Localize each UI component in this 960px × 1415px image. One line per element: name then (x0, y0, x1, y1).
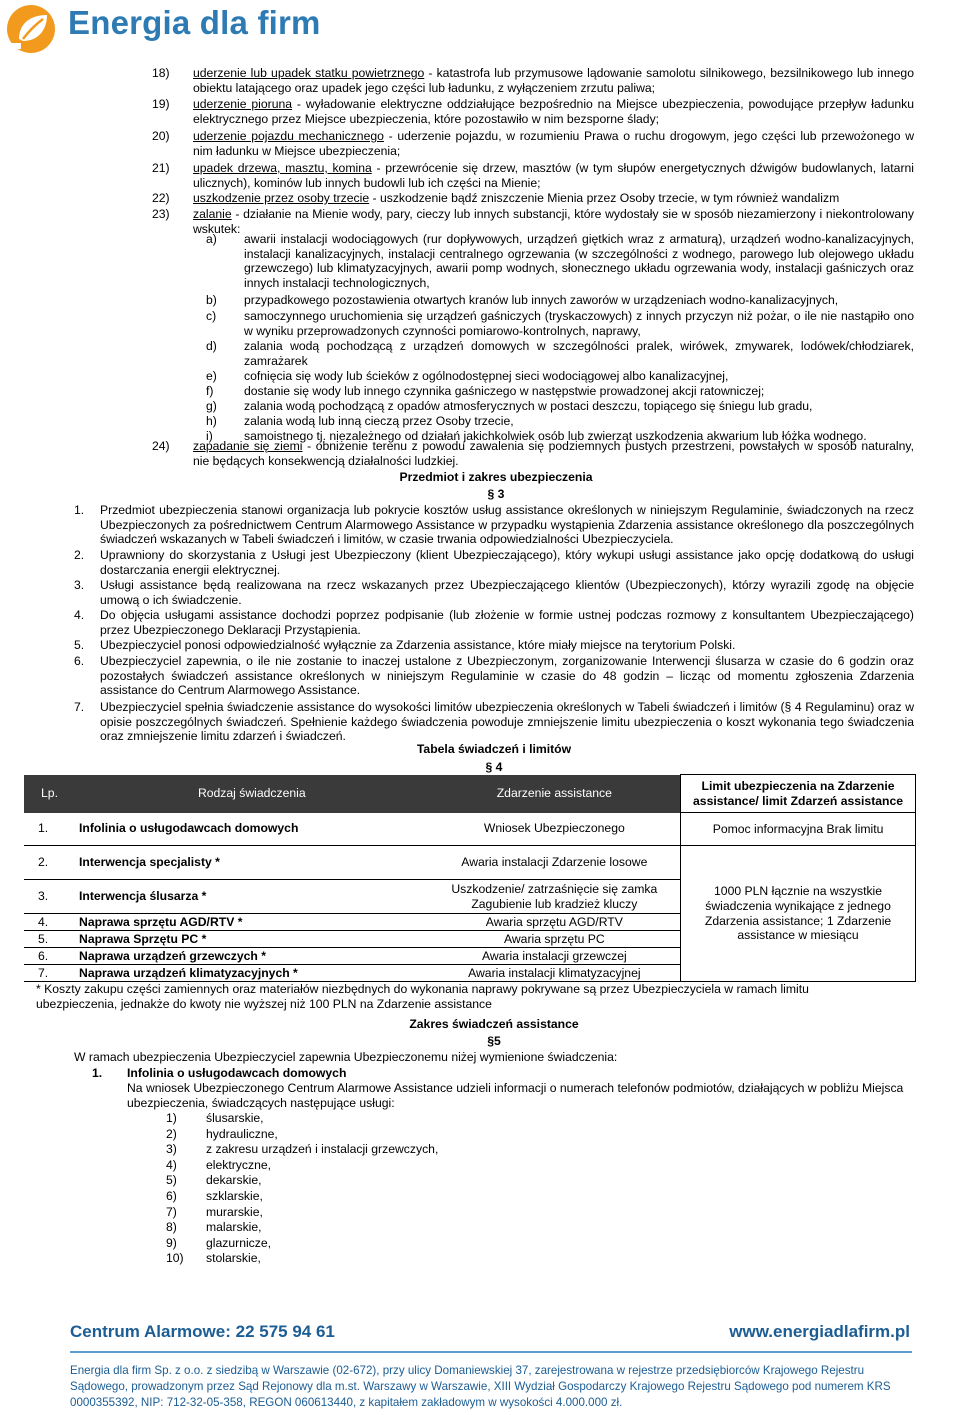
list-item: 2. Uprawniony do skorzystania z Usługi jest Ubezpieczony (klient Ubezpieczającego), który wykupi usługi assistance jako opcję dodatkową do usługi dostarczania energii elektrycznej. (74, 548, 914, 577)
list-item: 8) malarskie, (166, 1220, 262, 1235)
service-item-text: Na wniosek Ubezpieczonego Centrum Alarmowe Assistance udzieli informacji o numerach telefonów podmiotów, działających w pobliżu Miejsca ubezpieczenia, świadczących następujące usługi: (127, 1081, 904, 1111)
list-item: 4) elektryczne, (166, 1157, 272, 1172)
table-row: 4. Naprawa sprzętu AGD/RTV * Awaria sprzętu AGD/RTV (24, 914, 916, 931)
definition-item: 21) upadek drzewa, masztu, komina - przewrócenie się drzew, masztów (w tym słupów energetycznych dźwigów budowlanych, latarni ulicznych), kominów lub innych budowli lub ich części na Mienie; (152, 161, 915, 190)
definition-item: 24) zapadanie się ziemi - obniżenie terenu z powodu zawalenia się podziemnych pustych przestrzeni, powstałych w sposób naturalny, nie będących konsekwencją działalności ludzkiej. (152, 439, 914, 468)
definition-term: upadek drzewa, masztu, komina (193, 161, 372, 175)
list-item: d) zalania wodą pochodzącą z urządzeń domowych w szczególności pralek, wirówek, zmywarek, lodówek/chłodziarek, zamrażarek (206, 339, 914, 368)
paragraph-number: § 3 (487, 487, 505, 501)
table-row: 2. Interwencja specjalisty * Awaria instalacji Zdarzenie losowe 1000 PLN łącznie na wszystkie świadczenia wynikające z jednego Zdarzenia assistance; 1 Zdarzenie assistance w miesiącu (24, 846, 916, 880)
website-link[interactable]: www.energiadlafirm.pl (729, 1322, 910, 1341)
definition-term: uderzenie pojazdu mechanicznego (193, 129, 384, 143)
list-item: 6) szklarskie, (166, 1188, 263, 1203)
table-row: 5. Naprawa Sprzętu PC * Awaria sprzętu PC (24, 931, 916, 948)
column-header-lp: Lp. (24, 775, 75, 813)
brand-name: Energia dla firm (68, 4, 321, 41)
page-footer (0, 1305, 960, 1415)
table-header-row (24, 775, 916, 813)
table-row: 1. Infolinia o usługodawcach domowych Wniosek Ubezpieczonego Pomoc informacyjna Brak limitu (24, 813, 916, 846)
definition-item: 22) uszkodzenie przez osoby trzecie - uszkodzenie bądź zniszczenie Mienia przez Osoby trzecie, w tym również wandalizm (152, 191, 840, 205)
table-row: 3. Interwencja ślusarza * Uszkodzenie/ zatrzaśnięcie się zamka Zagubienie lub kradzież kluczy (24, 880, 916, 914)
page-header (0, 0, 960, 60)
list-item: h) zalania wodą lub inną cieczą przez Osoby trzecie, (206, 414, 514, 428)
list-item: 2) hydrauliczne, (166, 1126, 278, 1141)
service-item-number: 1. (92, 1066, 103, 1080)
list-item: f) dostanie się wody lub innego czynnika gaśniczego w następstwie prowadzonej akcji ratowniczej; (206, 384, 765, 398)
definition-item: 18) uderzenie lub upadek statku powietrznego - katastrofa lub przymusowe lądowanie samolotu silnikowego, bezsilnikowego lub innego obiektu latającego oraz upadek jego części lub ładunku, z wyłączeniem zrzutu paliwa; (152, 66, 914, 95)
definition-term: uszkodzenie przez osoby trzecie (193, 191, 370, 205)
list-item: 3) z zakresu urządzeń i instalacji grzewczych, (166, 1142, 439, 1157)
list-item: 3. Usługi assistance będą realizowana na rzecz wskazanych przez Ubezpieczającego klientów (Ubezpieczonych), którzy wyrazili zgodę na objęcie umową o ich świadczenie. (74, 578, 914, 607)
list-item: e) cofnięcia się wody lub ścieków z ogólnodostępnej sieci wodociągowej albo kanalizacyjnej, (206, 369, 729, 383)
list-item: 5) dekarskie, (166, 1173, 262, 1188)
list-item: 10) stolarskie, (166, 1251, 261, 1266)
section3-list (74, 503, 914, 744)
column-header-event: Zdarzenie assistance (429, 775, 681, 813)
definition-item: 19) uderzenie pioruna - wyładowanie elektryczne oddziałujące bezpośrednio na Miejsce ubezpieczenia, powodujące przepływ ładunku elektrycznego przez Miejsce ubezpieczenia, które pozostawiło w nim bezsporne ślady; (152, 97, 915, 126)
shared-limit-cell: 1000 PLN łącznie na wszystkie świadczenia wynikające z jednego Zdarzenia assistance; 1 Zdarzenie assistance w miesiącu (681, 846, 916, 982)
definition-item: 20) uderzenie pojazdu mechanicznego - uderzenie pojazdu, w rozumieniu Prawa o ruchu drogowym, jego części lub przewożonego w nim ładunku w Miejsce ubezpieczenia; (152, 129, 914, 158)
section5-intro: W ramach ubezpieczenia Ubezpieczyciel zapewnia Ubezpieczonemu niżej wymienione świadczenia: (74, 1050, 618, 1064)
zalanie-sublist (206, 232, 914, 444)
definition-term: zalanie (193, 207, 232, 221)
list-item: 1. Przedmiot ubezpieczenia stanowi organizacja lub pokrycie kosztów usług assistance określonych w niniejszym Regulaminie, świadczonych na rzecz Ubezpieczonych za pośrednictwem Centrum Alarmowego Assistance w przypadku wystąpienia Zdarzenia assistance określonego dla poszczególnych świadczeń wskazanych w Tabeli świadczeń i limitów, w czasie trwania odpowiedzialności Ubezpieczyciela. (74, 503, 914, 547)
energy-leaf-logo-icon (5, 3, 61, 55)
list-item: 5. Ubezpieczyciel ponosi odpowiedzialność wyłącznie za Zdarzenia assistance, które miały miejsce na terytorium Polski. (74, 638, 736, 652)
company-legal-info: Energia dla firm Sp. z o.o. z siedzibą w Warszawie (02-672), przy ulicy Domaniewskiej 37, zarejestrowana w rejestrze przedsiębiorców Krajowego Rejestru Sądowego, prowadzonym przez Sąd Rejonowy dla m.st. Warszawy w Warszawie, XIII Wydział Gospodarczy Krajowego Rejestru Sądowego pod numerem KRS 0000355392, NIP: 712-32-05-358, REGON 060613440, z kapitałem zakładowym w wysokości 4.000.000 zł. (70, 1364, 891, 1409)
section-title: Tabela świadczeń i limitów (416, 742, 572, 756)
list-item: 7) murarskie, (166, 1204, 263, 1219)
footer-divider (70, 1351, 912, 1353)
paragraph-number: § 4 (485, 760, 503, 774)
table-footnote: * Koszty zakupu części zamiennych oraz materiałów niezbędnych do wykonania naprawy pokrywane są przez Ubezpieczyciela w ramach limitu ubezpieczenia, jednakże do kwoty nie wyższej niż 100 PLN na Zdarzenie assistance (36, 982, 809, 1012)
limit-cell: Pomoc informacyjna Brak limitu (681, 813, 916, 846)
definition-item: 23) zalanie - działanie na Mienie wody, pary, cieczy lub innych substancji, które wydostały sie w sposób niezamierzony i niekontrolowany wskutek: (152, 207, 914, 236)
list-item: 6. Ubezpieczyciel zapewnia, o ile nie zostanie to inaczej ustalone z Ubezpieczonym, zorganizowanie Interwencji ślusarza w czasie do 6 godzin oraz pozostałych świadczeń assistance określonych w niniejszym Regulaminie w czasie do 48 godzin – licząc od momentu zgłoszenia Zdarzenia assistance do Centrum Alarmowego Assistance. (74, 654, 914, 698)
definitions-list (152, 66, 914, 237)
list-item: 9) glazurnicze, (166, 1235, 272, 1250)
list-item: 1) ślusarskie, (166, 1111, 264, 1125)
alarm-center-phone: Centrum Alarmowe: 22 575 94 61 (70, 1322, 335, 1341)
list-item: g) zalania wodą pochodzącą z opadów atmosferycznych w postaci deszczu, topiącego się śniegu lub gradu, (206, 399, 813, 413)
list-item: a) awarii instalacji wodociągowych (rur dopływowych, urządzeń giętkich wraz z armaturą), urządzeń wodno-kanalizacyjnych, instalacji kanalizacyjnych, instalacji centralnego ogrzewania (w szczególności z wodnego, parowego lub olejowego układu grzewczego) lub klimatyzacyjnych, awarii pomp wodnych, słonecznego układu ogrzewania wody, instalacji gaśniczych oraz innych instalacji technologicznych, (206, 232, 914, 290)
paragraph-number: §5 (487, 1034, 501, 1048)
section-title: Przedmiot i zakres ubezpieczenia (399, 470, 593, 484)
services-list (166, 1111, 566, 1267)
column-header-benefit-type: Rodzaj świadczenia (75, 775, 429, 813)
list-item: i) samoistnego tj. niezależnego od działań jakichkolwiek osób lub zwierząt uszkodzenia akwarium lub łóżka wodnego. (206, 429, 867, 443)
list-item: 7. Ubezpieczyciel spełnia świadczenie assistance do wysokości limitów ubezpieczenia określonych w Tabeli świadczeń i limitów (§ 4 Regulaminu) oraz w opisie poszczególnych świadczeń. Spełnienie każdego świadczenia powoduje zmniejszenie limitu ubezpieczenia o koszt wykonania tego świadczenia oraz zmniejszenie limitu zdarzeń i świadczeń. (74, 700, 914, 744)
list-item: b) przypadkowego pozostawienia otwartych kranów lub innych zaworów w urządzeniach wodno-kanalizacyjnych, (206, 293, 839, 307)
definition-term: uderzenie lub upadek statku powietrznego (193, 66, 425, 80)
table-row: 6. Naprawa urządzeń grzewczych * Awaria instalacji grzewczej (24, 948, 916, 965)
table-row: 7. Naprawa urządzeń klimatyzacyjnych * Awaria instalacji klimatyzacyjnej (24, 965, 916, 982)
section-title: Zakres świadczeń assistance (409, 1017, 579, 1031)
list-item: 4. Do objęcia usługami assistance dochodzi poprzez podpisanie (lub złożenie w formie ustnej podczas rozmowy z konsultantem Ubezpieczającego) przez Ubezpieczonego Deklaracji Przystąpienia. (74, 608, 914, 637)
definition-term: uderzenie pioruna (193, 97, 293, 111)
definition-term: zapadanie się ziemi (193, 439, 303, 453)
list-item: c) samoczynnego uruchomienia się urządzeń gaśniczych (tryskaczowych) z innych przyczyn niż pożar, o ile nie nastąpiło ono w wyniku przeprowadzonych czynności pomiarowo-kontrolnych, naprawy, (206, 309, 914, 338)
benefits-limits-table (24, 774, 916, 982)
column-header-limit: Limit ubezpieczenia na Zdarzenie assistance/ limit Zdarzeń assistance (681, 775, 916, 813)
service-item-title: Infolinia o usługodawcach domowych (127, 1066, 347, 1080)
